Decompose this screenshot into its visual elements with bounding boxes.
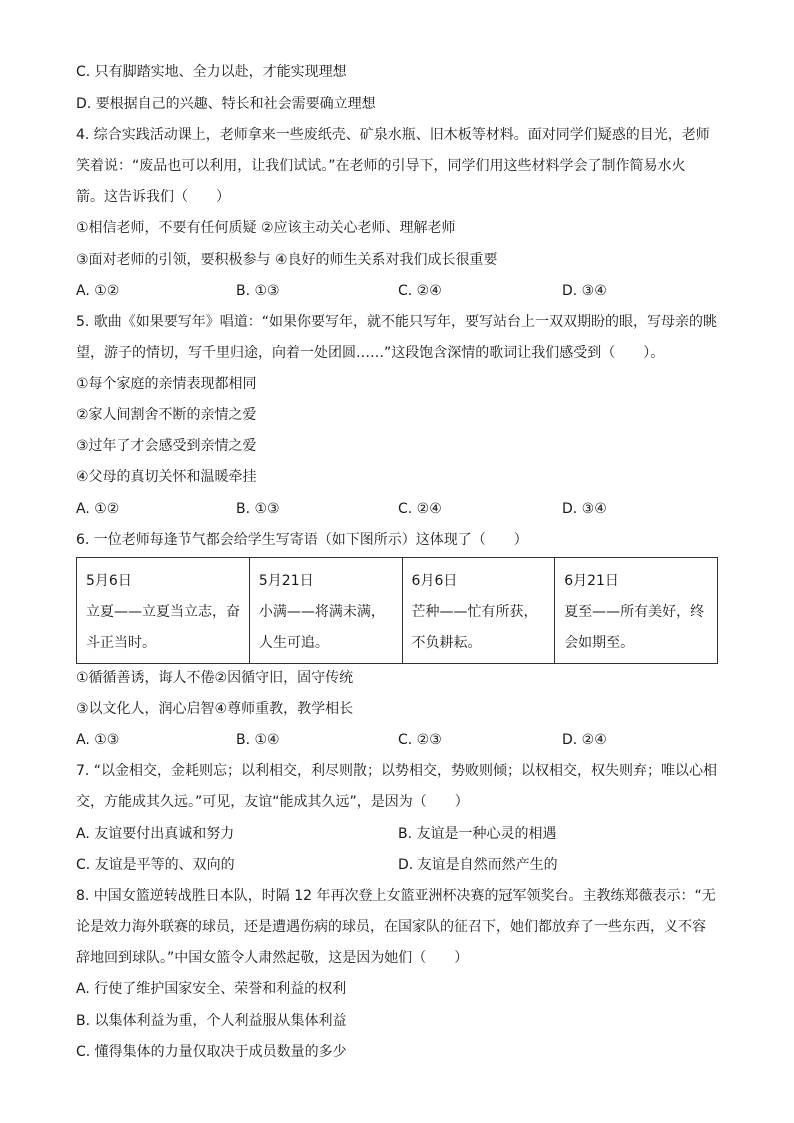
q4-statements-1: ①相信老师，不要有任何质疑 ②应该主动关心老师、理解老师 bbox=[76, 220, 456, 236]
q4-option-a: A. ①② bbox=[76, 283, 120, 299]
q7-option-c: C. 友谊是平等的、双向的 bbox=[76, 857, 235, 873]
q7-stem-line1: 7. “以金相交，金耗则忘；以利相交，利尽则散；以势相交，势败则倾；以权相交，权失则弃；唯以心相 bbox=[76, 763, 718, 779]
q4-stem-line1: 4. 综合实践活动课上，老师拿来一些废纸壳、矿泉水瓶、旧木板等材料。面对同学们疑惑的目光，老师 bbox=[76, 127, 710, 143]
q5-option-d: D. ③④ bbox=[562, 501, 607, 517]
q7-option-a: A. 友谊要付出真诚和努力 bbox=[76, 826, 235, 842]
cell-text: 小满——将满未满，人生可追。 bbox=[258, 604, 385, 651]
q8-option-a: A. 行使了维护国家安全、荣誉和利益的权利 bbox=[76, 981, 347, 997]
q5-option-b: B. ①③ bbox=[236, 501, 280, 517]
cell-date: 5月6日 bbox=[86, 573, 132, 589]
q5-option-c: C. ②④ bbox=[398, 501, 442, 517]
cell-text: 夏至——所有美好，终会如期至。 bbox=[564, 604, 705, 651]
q4-stem-line2: 笑着说：“废品也可以利用，让我们试试。”在老师的引导下，同学们用这些材料学会了制作简易水火 bbox=[76, 158, 686, 174]
q4-option-c: C. ②④ bbox=[398, 283, 442, 299]
table-cell bbox=[77, 558, 250, 664]
cell-date: 6月21日 bbox=[564, 573, 619, 589]
q5-option-a: A. ①② bbox=[76, 501, 120, 517]
q6-statements-1: ①循循善诱，诲人不倦②因循守旧，固守传统 bbox=[76, 670, 354, 686]
q4-stem-line3: 箭。这告诉我们（ ） bbox=[76, 189, 230, 205]
q6-solar-terms-table bbox=[76, 557, 718, 664]
q6-option-c: C. ②③ bbox=[398, 732, 442, 748]
cell-text: 立夏——立夏当立志，奋斗正当时。 bbox=[86, 604, 240, 651]
q5-statement-2: ②家人间割舍不断的亲情之爱 bbox=[76, 407, 257, 423]
cell-text: 芒种——忙有所获，不负耕耘。 bbox=[411, 604, 538, 651]
q4-option-b: B. ①③ bbox=[236, 283, 280, 299]
q5-statement-1: ①每个家庭的亲情表现都相同 bbox=[76, 376, 257, 392]
q5-stem-line1: 5. 歌曲《如果要写年》唱道：“如果你要写年，就不能只写年，要写站台上一双双期盼的眼，写母亲的眺 bbox=[76, 314, 718, 330]
q6-option-d: D. ②④ bbox=[562, 732, 607, 748]
q5-statement-3: ③过年了才会感受到亲情之爱 bbox=[76, 438, 257, 454]
cell-date: 5月21日 bbox=[258, 573, 314, 589]
table-cell bbox=[402, 558, 555, 664]
q4-option-d: D. ③④ bbox=[562, 283, 607, 299]
q8-option-b: B. 以集体利益为重，个人利益服从集体利益 bbox=[76, 1013, 347, 1029]
q5-stem-line2: 望，游子的情切，写千里归途，向着一处团圆……”这段饱含深情的歌词让我们感受到（ ）。 bbox=[76, 345, 665, 361]
q8-stem-line1: 8. 中国女篮逆转战胜日本队，时隔 12 年再次登上女篮亚洲杯决赛的冠军领奖台。主教练郑薇表示：“无 bbox=[76, 888, 716, 904]
q5-statement-4: ④父母的真切关怀和温暖牵挂 bbox=[76, 469, 257, 485]
q6-stem-line1: 6. 一位老师每逢节气都会给学生写寄语（如下图所示）这体现了（ ） bbox=[76, 532, 528, 548]
q8-stem-line2: 论是效力海外联赛的球员，还是遭遇伤病的球员，在国家队的征召下，她们都放弃了一些东西，义不容 bbox=[76, 919, 706, 935]
q7-stem-line2: 交，方能成其久远。”可见，友谊“能成其久远”，是因为（ ） bbox=[76, 794, 469, 810]
q6-option-a: A. ①③ bbox=[76, 732, 120, 748]
q8-option-c: C. 懂得集体的力量仅取决于成员数量的多少 bbox=[76, 1044, 347, 1060]
table-cell bbox=[249, 558, 402, 664]
q7-option-b: B. 友谊是一种心灵的相遇 bbox=[398, 826, 557, 842]
cell-date: 6月6日 bbox=[411, 573, 458, 589]
q3-option-d: D. 要根据自己的兴趣、特长和社会需要确立理想 bbox=[76, 96, 376, 112]
q8-stem-line3: 辞地回到球队。”中国女篮令人肃然起敬，这是因为她们（ ） bbox=[76, 950, 469, 966]
q7-option-d: D. 友谊是自然而然产生的 bbox=[398, 857, 558, 873]
table-cell bbox=[555, 558, 718, 664]
q6-option-b: B. ①④ bbox=[236, 732, 280, 748]
table-row bbox=[77, 558, 718, 664]
q6-statements-2: ③以文化人，润心启智④尊师重教，教学相长 bbox=[76, 701, 354, 717]
q3-option-c: C. 只有脚踏实地、全力以赴，才能实现理想 bbox=[76, 64, 347, 80]
q4-statements-2: ③面对老师的引领，要积极参与 ④良好的师生关系对我们成长很重要 bbox=[76, 252, 498, 268]
